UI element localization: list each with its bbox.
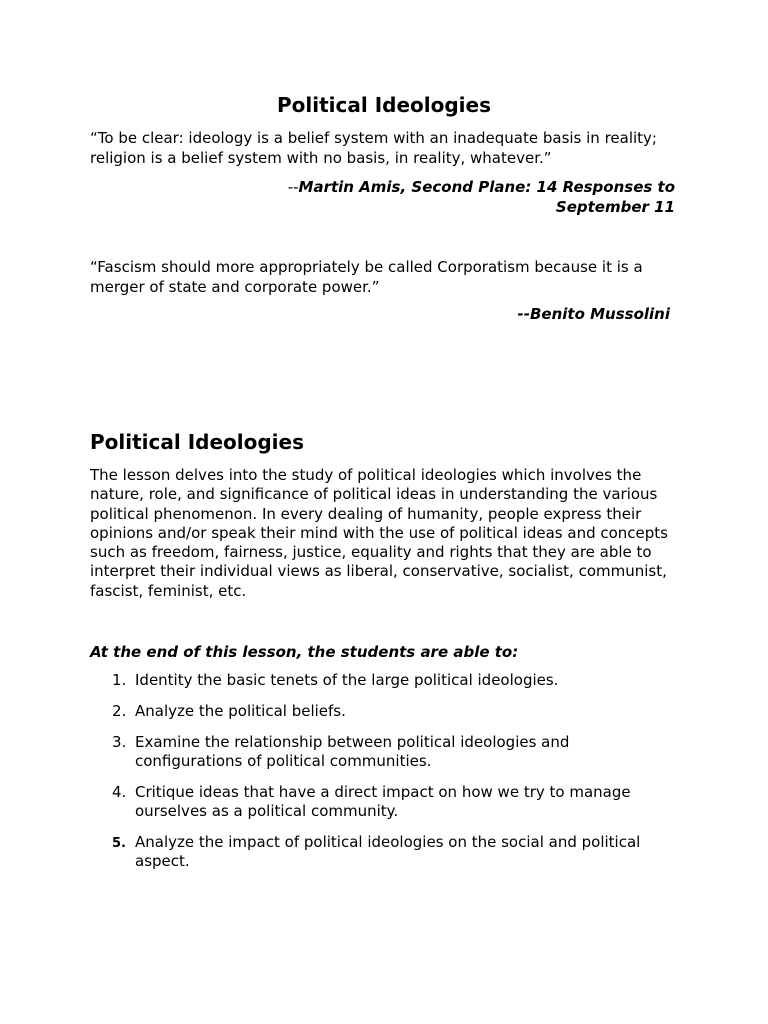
list-item-text: Examine the relationship between political ideologies and configurations of political communities. [135,733,570,770]
list-item-text: Critique ideas that have a direct impact on how we try to manage ourselves as a political community. [135,783,631,820]
list-item [90,833,680,871]
list-item-number: 2. [112,702,127,720]
quote-attribution-mussolini: --Benito Mussolini [517,305,670,323]
list-item-text: Analyze the impact of political ideologies on the social and political aspect. [135,833,641,870]
objectives-list [90,671,680,883]
list-item-number: 5. [112,836,126,851]
quote-amis: “To be clear: ideology is a belief system with an inadequate basis in reality; religion is a belief system with no basis, in reality, whatever.” [90,129,657,167]
attribution-text: Martin Amis, Second Plane: 14 Responses to September 11 [298,178,675,216]
section-heading: Political Ideologies [90,430,304,454]
list-item [90,671,680,690]
list-item [90,783,680,821]
list-item-number: 1. [112,671,127,689]
list-item-text: Identity the basic tenets of the large political ideologies. [135,671,559,689]
quote-attribution-amis [245,177,675,217]
page-title: Political Ideologies [277,93,491,117]
list-item-text: Analyze the political beliefs. [135,702,346,720]
lesson-paragraph: The lesson delves into the study of political ideologies which involves the nature, role, and significance of political ideas in understanding the various political phenomenon. In every dealing of humanity, people express their opinions and/or speak their mind with the use of political ideas and concepts such as freedom, fairness, justice, equality and rights that they are able to interpret their individual views as liberal, conservative, socialist, communist, fascist, feminist, etc. [90,466,668,600]
objectives-heading: At the end of this lesson, the students are able to: [90,643,519,661]
list-item-number: 4. [112,783,127,801]
list-item [90,733,680,771]
quote-mussolini: “Fascism should more appropriately be called Corporatism because it is a merger of state and corporate power.” [90,258,643,296]
list-item [90,702,680,721]
attribution-dash: -- [287,178,299,196]
list-item-number: 3. [112,733,127,751]
